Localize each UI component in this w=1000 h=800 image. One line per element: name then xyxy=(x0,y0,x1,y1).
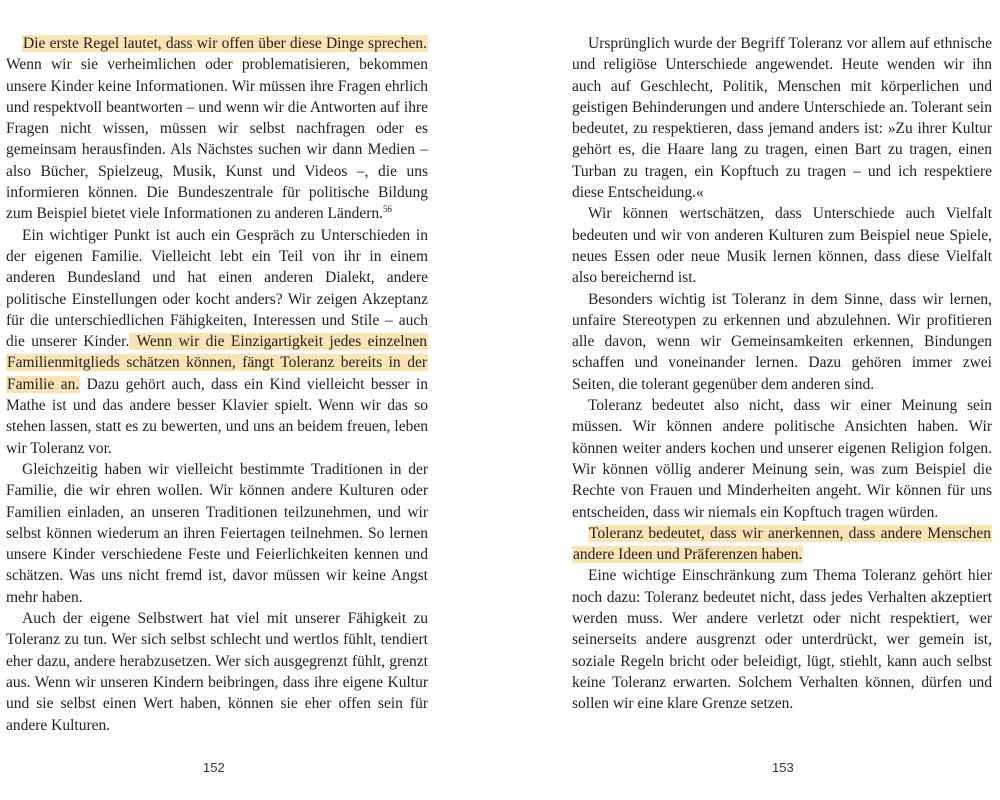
page-number-left: 152 xyxy=(203,760,225,775)
left-paragraph-1 xyxy=(6,33,428,225)
right-paragraph-4 xyxy=(572,395,992,523)
right-page xyxy=(572,33,992,715)
paragraph-text: Ursprünglich wurde der Begriff Toleranz vor allem auf ethnische und religiöse Unterschiede angewendet. Heute wenden wir ihn auch auf Geschlecht, Politik, Menschen mit körperlichen und geistigen Behinderungen und andere Unterschiede an. Tolerant sein bedeutet, zu respektieren, dass jemand anders ist: »Zu ihrer Kultur gehört es, die Haare lang zu tragen, einen Bart zu tragen, einen Turban zu tragen, ein Kopftuch zu tragen – und ich respektiere diese Entscheidung.« xyxy=(572,35,992,202)
highlighted-sentence[interactable]: Toleranz bedeutet, dass wir anerkennen, dass andere Menschen andere Ideen und Präferenzen haben. xyxy=(573,524,991,564)
paragraph-text: Ein wichtiger Punkt ist auch ein Gespräch zu Unterschieden in der eigenen Familie. Vielleicht lebt ein Teil von ihr in einem anderen Bundesland und hat einen anderen Dialekt, andere politische Einstellungen oder kocht anders? Wir zeigen Akzeptanz für die unterschiedlichen Fähigkeiten, Interessen und Stile – auch die unserer Kinder. xyxy=(6,226,428,351)
paragraph-text: Toleranz bedeutet also nicht, dass wir einer Meinung sein müssen. Wir können andere politische Ansichten haben. Wir können weiter anders kochen und unserer eigenen Religion folgen. Wir können völlig anderer Meinung sein, was zum Beispiel die Rechte von Frauen und Minderheiten angeht. Wir können für uns entscheiden, dass wir niemals ein Kopftuch tragen würden. xyxy=(572,397,992,521)
right-paragraph-2 xyxy=(572,203,992,288)
right-paragraph-5 xyxy=(572,523,992,566)
paragraph-text: Dazu gehört auch, dass ein Kind vielleicht besser in Mathe ist und das andere besser Klavier spielt. Wenn wir das so stehen lassen, statt es zu bewerten, und uns an beidem freuen, leben wir Toleranz vor. xyxy=(6,375,428,457)
right-paragraph-1 xyxy=(572,33,992,203)
page-number-right: 153 xyxy=(772,760,794,775)
right-paragraph-3 xyxy=(572,289,992,395)
left-page xyxy=(6,33,428,736)
highlighted-sentence[interactable]: Die erste Regel lautet, dass wir offen über diese Dinge sprechen. xyxy=(23,35,427,52)
paragraph-text: Wenn wir sie verheimlichen oder problematisieren, bekommen unsere Kinder keine Informationen. Wir müssen ihre Fragen ehrlich und respektvoll beantworten – und wenn wir die Antworten auf ihre Fragen nicht wissen, müssen wir selbst nachfragen oder es gemeinsam herausfinden. Als Nächstes suchen wir dann Medien – also Bücher, Spielzeug, Musik, Kunst und Videos –, die uns informieren können. Die Bundeszentrale für politische Bildung zum Beispiel bietet viele Informationen zu anderen Ländern. xyxy=(6,56,428,223)
right-paragraph-6 xyxy=(572,565,992,714)
left-paragraph-3 xyxy=(6,459,428,608)
paragraph-text: Auch der eigene Selbstwert hat viel mit unserer Fähigkeit zu Toleranz zu tun. Wer sich selbst schlecht und wertlos fühlt, tendiert eher dazu, andere herabzusetzen. Wer sich ausgegrenzt fühlt, grenzt aus. Wenn wir unseren Kindern beibringen, dass ihre eigene Kultur und sie selbst einen Wert haben, können sie eher offen sein für andere Kulturen. xyxy=(6,610,428,734)
highlighted-sentence[interactable]: Wenn wir die Einzigartigkeit jedes einzelnen Familienmitglieds schätzen können, fängt Toleranz bereits in der Familie an. xyxy=(7,333,427,393)
left-paragraph-2 xyxy=(6,225,428,459)
footnote-marker[interactable]: 56 xyxy=(383,204,393,215)
left-paragraph-4 xyxy=(6,608,428,736)
paragraph-text: Besonders wichtig ist Toleranz in dem Sinne, dass wir lernen, unfaire Stereotypen zu erkennen und abzulehnen. Wir profitieren alle davon, wenn wir Gemeinsamkeiten erkennen, Bindungen schaffen und voneinander lernen. Dazu gehören immer zwei Seiten, die tolerant gegenüber dem anderen sind. xyxy=(572,290,992,393)
paragraph-text: Wir können wertschätzen, dass Unterschiede auch Vielfalt bedeuten und wir von anderen Kulturen zum Beispiel neue Spiele, neues Essen oder neue Musik lernen können, dass diese Vielfalt also bereichernd ist. xyxy=(572,205,992,287)
paragraph-text: Gleichzeitig haben wir vielleicht bestimmte Traditionen in der Familie, die wir ehren wollen. Wir können andere Kulturen oder Familien einladen, an unseren Traditionen teilzunehmen, und wir selbst können wiederum an ihren Feiertagen teilnehmen. So lernen unsere Kinder verschiedene Feste und Feierlichkeiten kennen und schätzen. Was uns nicht fremd ist, davor müssen wir keine Angst mehr haben. xyxy=(6,460,428,606)
paragraph-text: Eine wichtige Einschränkung zum Thema Toleranz gehört hier noch dazu: Toleranz bedeutet nicht, dass jedes Verhalten akzeptiert werden muss. Wer andere verletzt oder nicht respektiert, wer seinerseits andere ausgrenzt oder unterdrückt, wer gemein ist, soziale Regeln bricht oder beleidigt, lügt, stiehlt, kann auch selbst keine Toleranz erwarten. Solchem Verhalten können, dürfen und sollen wir eine klare Grenze setzen. xyxy=(572,567,992,713)
